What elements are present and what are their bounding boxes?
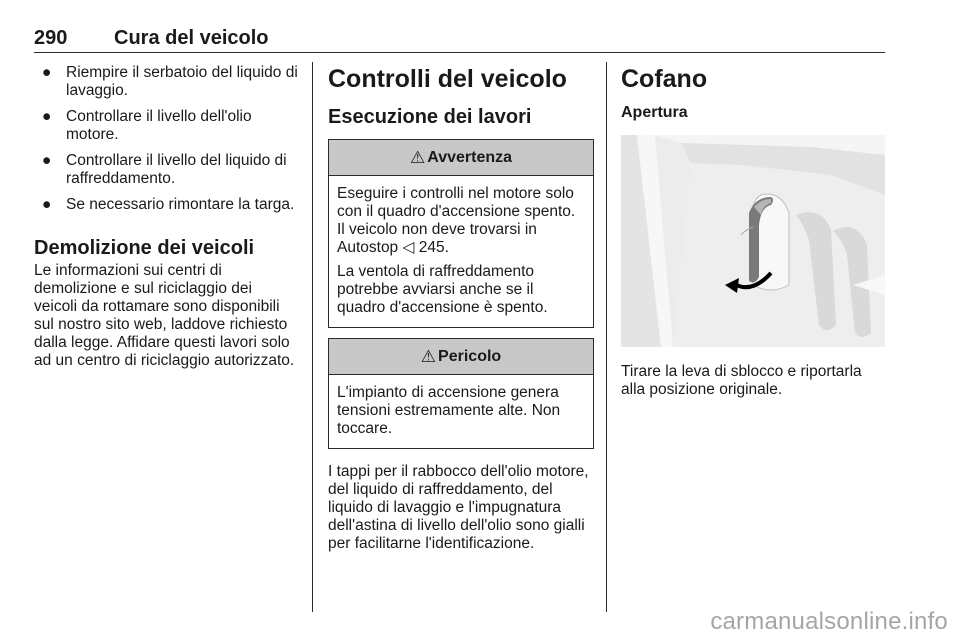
column-right bbox=[621, 64, 885, 399]
warning-triangle-icon: ⚠ bbox=[420, 346, 437, 366]
column-divider bbox=[312, 62, 313, 612]
danger-box-title: Pericolo bbox=[438, 347, 502, 365]
hood-release-lever-illustration bbox=[621, 135, 885, 347]
list-item-text: Controllare il livello del liquido di raffreddamento. bbox=[66, 152, 287, 187]
body-text: I tappi per il rabbocco dell'olio motore, del liquido di raffreddamento, del liquido di lavaggio e l'impugnatura dell'astina di livello dell'olio sono gialli per facilitarne l'identificazione. bbox=[328, 463, 589, 552]
list-item-text: Controllare il livello dell'olio motore. bbox=[66, 108, 252, 143]
list-item bbox=[34, 108, 298, 144]
section-title: Demolizione dei veicoli bbox=[34, 237, 255, 259]
bullet-icon: ● bbox=[42, 108, 52, 125]
watermark: carmanualsonline.info bbox=[710, 608, 948, 635]
warning-box bbox=[328, 139, 594, 328]
warning-text: La ventola di raffreddamento potrebbe avviarsi anche se il quadro d'accensione è spento. bbox=[337, 263, 548, 316]
bullet-icon: ● bbox=[42, 196, 52, 213]
list-item bbox=[34, 196, 298, 214]
warning-box-header bbox=[329, 140, 593, 176]
warning-triangle-icon: ⚠ bbox=[409, 147, 426, 167]
column-left bbox=[34, 64, 298, 370]
danger-box-header bbox=[329, 339, 593, 375]
column-divider bbox=[606, 62, 607, 612]
list-item-text: Riempire il serbatoio del liquido di lavaggio. bbox=[66, 64, 298, 99]
section-text: Le informazioni sui centri di demolizione e sul riciclaggio dei veicoli da rottamare sono disponibili sul nostro sito web, laddove richiesto dalla legge. Affidare questi lavori solo ad un centro di riciclaggio autorizzato. bbox=[34, 262, 295, 369]
danger-text: L'impianto di accensione genera tensioni estremamente alte. Non toccare. bbox=[337, 384, 561, 437]
subsection-title: Esecuzione dei lavori bbox=[328, 106, 532, 128]
page-reference-icon: ◁ bbox=[402, 239, 415, 256]
image-caption: Tirare la leva di sblocco e riportarla alla posizione originale. bbox=[621, 363, 862, 398]
list-item bbox=[34, 152, 298, 188]
danger-box-body bbox=[329, 375, 593, 448]
page-reference[interactable]: 245. bbox=[418, 239, 449, 256]
list-item-text: Se necessario rimontare la targa. bbox=[66, 196, 295, 213]
warning-text: Eseguire i controlli nel motore solo con il quadro d'accensione spento. Il veicolo non deve trovarsi in Autostop ◁ 245. bbox=[337, 185, 576, 256]
warning-box-body bbox=[329, 176, 593, 327]
page-header bbox=[34, 26, 885, 53]
bullet-icon: ● bbox=[42, 152, 52, 169]
subsection-title: Apertura bbox=[621, 104, 688, 121]
danger-box bbox=[328, 338, 594, 449]
maintenance-list bbox=[34, 64, 298, 214]
column-middle bbox=[328, 64, 594, 553]
chapter-section-title: Cofano bbox=[621, 65, 708, 93]
bullet-icon: ● bbox=[42, 64, 52, 81]
warning-box-title: Avvertenza bbox=[427, 148, 513, 166]
list-item bbox=[34, 64, 298, 100]
hood-release-lever-icon bbox=[621, 135, 885, 347]
chapter-title: Cura del veicolo bbox=[114, 27, 269, 49]
page-number: 290 bbox=[34, 27, 68, 49]
chapter-section-title: Controlli del veicolo bbox=[328, 65, 567, 93]
